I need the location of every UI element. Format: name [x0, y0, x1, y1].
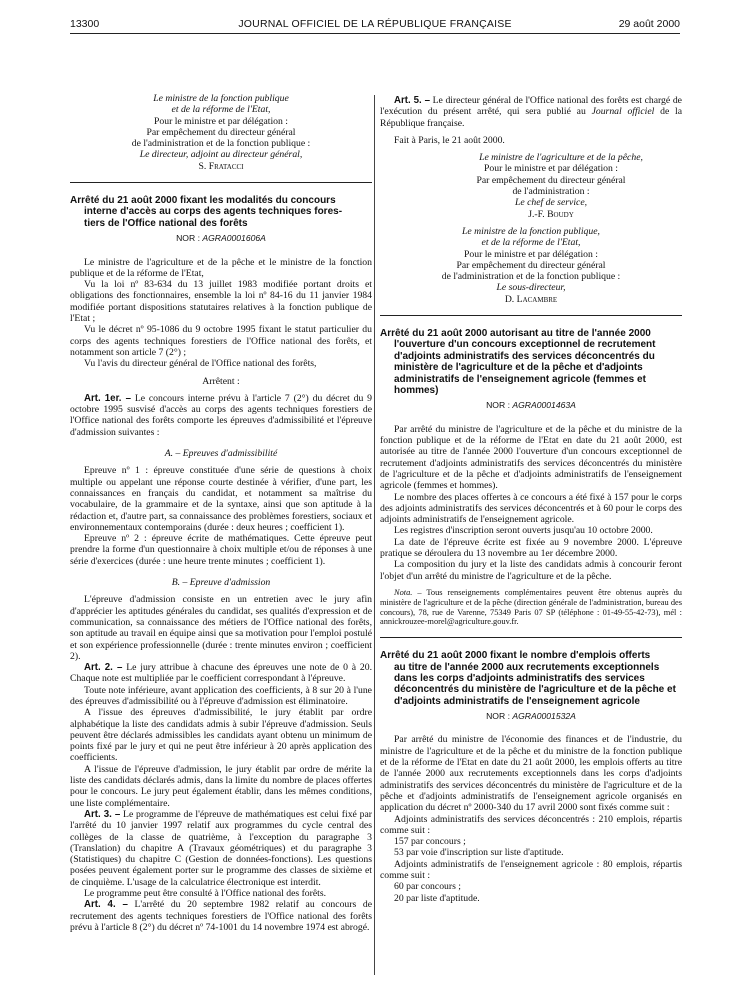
sig-line: Pour le ministre et par délégation : — [484, 163, 618, 175]
article-text: Le programme de l'épreuve de mathématiques est celui fixé par l'arrêté du 10 janvier 1997 relatif aux programmes du cycle central des collèges de la classe de quatrième, à l'exception du paragraphe 3 (Translation) du chapitre A (Travaux géométriques) et du paragraphe 3 (Statistiques) du chapitre C (Gestion de données-fonctions). Les questions posées peuvent également porter sur le programme des classes de sixième et de cinquième. L'usage de la calculatrice électronique est interdit. — [70, 808, 372, 888]
page-number: 13300 — [70, 18, 100, 30]
signature-block-2 — [380, 152, 682, 220]
article-text: de la République française. — [380, 106, 682, 129]
column-divider — [374, 95, 375, 975]
title-line: tiers de l'Office national des forêts — [84, 217, 248, 229]
sig-line: de l'administration : — [512, 186, 590, 198]
nor-label: NOR : — [486, 711, 510, 722]
title-line: Arrêté du 21 août 2000 fixant le nombre d'emplois offerts — [380, 650, 651, 662]
nor-label: NOR : — [486, 400, 510, 411]
article-label: Art. 2. – — [84, 662, 123, 674]
nota — [380, 588, 682, 627]
paragraph: 60 par concours ; — [394, 881, 461, 893]
sig-name: S. Fratacci — [198, 160, 244, 172]
issue-date: 29 août 2000 — [618, 18, 680, 30]
sig-line: Pour le ministre et par délégation : — [464, 248, 598, 260]
nor-reference — [380, 711, 682, 722]
article-label: Art. 1er. – — [84, 392, 131, 404]
paragraph: Adjoints administratifs de l'enseignement agricole : 80 emplois, répartis comme suit : — [380, 858, 682, 882]
sig-line: Le sous-directeur, — [496, 282, 566, 294]
fait-a-paris: Fait à Paris, le 21 août 2000. — [394, 134, 505, 146]
article-label: Art. 5. – — [394, 95, 430, 106]
title-line: Arrêté du 21 août 2000 fixant les modalités du concours — [70, 195, 336, 207]
section-separator — [380, 315, 682, 316]
title-line: l'ouverture d'un concours exceptionnel de recrutement d'adjoints administratifs des services déconcentrés du ministère de l'agriculture et de la pêche et d'adjoints administratifs de l'enseignement agricole (femmes et hommes) — [394, 339, 656, 397]
paragraph: Le ministre de l'agriculture et de la pêche et le ministre de la fonction publique et de la réforme de l'Etat, — [70, 256, 372, 279]
article-1 — [70, 393, 372, 438]
article-text: Le concours interne prévu à l'article 7 (2°) du décret du 9 octobre 1995 susvisé d'accès au corps des agents techniques forestiers de l'Office national des forêts comporte les épreuves d'admissibilité et l'épreuve d'admission suivantes : — [70, 392, 372, 438]
paragraph: L'épreuve d'admission consiste en un entretien avec le jury afin d'apprécier les aptitudes générales du candidat, ses qualités d'expression et de communication, sa connaissance des métiers de l'Office national des forêts, son aptitude au travail en équipe ainsi que sa motivation pour l'emploi postulé et son expérience professionnelle (durée : trente minutes environ ; coefficient 2). — [70, 594, 372, 662]
article-text: Le directeur général de l'Office national des forêts est chargé de l'exécution du présent arrêté, qui sera publié au — [380, 95, 682, 118]
sig-name: J.-F. Boudy — [528, 208, 574, 220]
article-label: Art. 4. – — [84, 899, 128, 911]
paragraph: Epreuve nº 2 : épreuve écrite de mathématiques. Cette épreuve peut prendre la forme d'un questionnaire à choix multiple et/ou de réponses à une série d'exercices (durée : une heure trente minutes ; coefficient 1). — [70, 533, 372, 567]
section-separator — [380, 637, 682, 638]
section-separator — [70, 182, 372, 183]
signature-block-1 — [70, 93, 372, 172]
paragraph: Par arrêté du ministre de l'économie des finances et de l'industrie, du ministre de l'agriculture et de la pêche et du ministre de la fonction publique et de la réforme de l'Etat en date du 21 août 2000, les emplois offerts au titre de l'année 2000 aux recrutements exceptionnels dans les corps d'adjoints administratifs des services déconcentrés du ministère de l'agriculture et de la pêche et d'adjoints administratifs de l'enseignement agricole organisés en application du décret nº 2000-340 du 17 avril 2000 sont fixés comme suit : — [380, 734, 682, 814]
sig-line: Le ministre de l'agriculture et de la pêche, — [479, 152, 643, 164]
article-label: Art. 3. – — [84, 808, 121, 820]
sig-line: Par empêchement du directeur général — [146, 126, 296, 138]
nor-reference — [380, 400, 682, 411]
paragraph: 20 par liste d'aptitude. — [394, 892, 480, 904]
nor-code: AGRA0001606A — [202, 233, 266, 244]
article-2 — [70, 662, 372, 685]
paragraph: Vu le décret nº 95-1086 du 9 octobre 1995 fixant le statut particulier du corps des agents techniques forestiers de l'Office national des forêts, et notamment son article 7 (2°) ; — [70, 324, 372, 358]
article-3 — [70, 809, 372, 888]
paragraph: Le programme peut être consulté à l'Office national des forêts. — [84, 888, 327, 900]
paragraph: A l'issue de l'épreuve d'admission, le jury établit par ordre de mérite la liste des candidats déclarés admis, dans la limite du nombre de places offertes pour le concours. Le jury peut également établir, dans les mêmes conditions, une liste complémentaire. — [70, 763, 372, 809]
sig-line: de l'administration et de la fonction publique : — [441, 271, 621, 283]
paragraph: Adjoints administratifs des services déconcentrés : 210 emplois, répartis comme suit : — [380, 813, 682, 836]
arretent: Arrêtent : — [202, 375, 240, 387]
paragraph: La date de l'épreuve écrite est fixée au 9 novembre 2000. L'épreuve pratique se déroulera du 13 novembre au 1er décembre 2000. — [380, 536, 682, 560]
arrete-title — [70, 195, 372, 229]
paragraph: A l'issue des épreuves d'admissibilité, le jury établit par ordre alphabétique la liste des candidats admis à subir l'épreuve d'admission. Seuls peuvent être déclarés admissibles les candidats ayant obtenu un minimum de points fixé par le jury et qui ne peut être inférieur à 20 après application des coefficients. — [70, 707, 372, 764]
title-line: au titre de l'année 2000 aux recrutements exceptionnels dans les corps d'adjoints administratifs des services déconcentrés du ministère de l'agriculture et de la pêche et d'adjoints administratifs de l'enseignement agricole — [394, 661, 676, 707]
sig-name: D. Lacambre — [504, 293, 558, 305]
sig-line: de l'administration et de la fonction publique : — [131, 138, 311, 150]
paragraph: La composition du jury et la liste des candidats admis à concourir feront l'objet d'un arrêté du ministre de l'agriculture et de la pêche. — [380, 559, 682, 582]
nota-label: Nota. — [394, 587, 413, 597]
journal-ref: Journal officiel — [591, 106, 655, 118]
sig-line: et de la réforme de l'Etat, — [171, 104, 271, 116]
paragraph: Epreuve nº 1 : épreuve constituée d'une série de questions à choix multiple ou appelant une réponse courte destinée à vérifier, d'une part, les connaissances en français du candidat, et notamment sa maîtrise du vocabulaire, de la grammaire et de la syntaxe, ainsi que son aptitude à la rédaction et, d'autre part, sa connaissance des problèmes forestiers, sociaux et environnementaux contemporains (durée : deux heures ; coefficient 1). — [70, 465, 372, 533]
header-rule — [70, 33, 680, 34]
paragraph: Le nombre des places offertes à ce concours a été fixé à 157 pour le corps des adjoints administratifs des services déconcentrés et à 60 pour le corps des adjoints administratifs de l'enseignement agricole. — [380, 491, 682, 526]
signature-block-3 — [380, 226, 682, 305]
page-header — [70, 18, 680, 32]
paragraph: 53 par voie d'inscription sur liste d'aptitude. — [394, 847, 564, 859]
sig-line: et de la réforme de l'Etat, — [481, 237, 581, 249]
right-column — [380, 95, 682, 904]
arrete-title — [380, 328, 682, 396]
sig-line: Le directeur, adjoint au directeur général, — [139, 149, 303, 161]
paragraph: 157 par concours ; — [394, 836, 466, 848]
sig-line: Par empêchement du directeur général — [476, 174, 626, 186]
sig-line: Le ministre de la fonction publique — [153, 93, 289, 104]
arrete-title — [380, 650, 682, 707]
sig-line: Le ministre de la fonction publique, — [462, 225, 600, 237]
paragraph: Vu l'avis du directeur général de l'Office national des forêts, — [84, 358, 317, 370]
title-line: interne d'accès au corps des agents techniques fores- — [84, 206, 343, 218]
paragraph: Vu la loi nº 83-634 du 13 juillet 1983 modifiée portant droits et obligations des fonctionnaires, ensemble la loi nº 84-16 du 11 janvier 1984 modifiée portant dispositions statutaires relatives à la fonction publique de l'Etat ; — [70, 279, 372, 325]
nor-reference — [70, 233, 372, 244]
article-5 — [380, 95, 682, 129]
nor-code: AGRA0001532A — [512, 711, 576, 722]
sig-line: Pour le ministre et par délégation : — [154, 115, 288, 127]
left-column — [70, 93, 372, 933]
title-line: Arrêté du 21 août 2000 autorisant au titre de l'année 2000 — [380, 328, 651, 340]
paragraph: Toute note inférieure, avant application des coefficients, à 8 sur 20 à l'une des épreuves d'admissibilité ou à l'épreuve d'admission est éliminatoire. — [70, 684, 372, 707]
paragraph: Les registres d'inscription seront ouverts jusqu'au 10 octobre 2000. — [394, 525, 653, 537]
nor-code: AGRA0001463A — [512, 400, 576, 411]
article-text: Le jury attribue à chacune des épreuves une note de 0 à 20. Chaque note est multipliée par le coefficient correspondant à l'épreuve. — [70, 662, 373, 685]
section-title-b: B. – Epreuve d'admission — [171, 577, 271, 589]
section-title-a: A. – Epreuves d'admissibilité — [164, 448, 278, 460]
paragraph: Par arrêté du ministre de l'agriculture et de la pêche et du ministre de la fonction publique et de la réforme de l'Etat en date du 21 août 2000, est autorisée au titre de l'année 2000 l'ouverture d'un concours exceptionnel de recrutement d'adjoints administratifs des services déconcentrés du ministère de l'agriculture et de la pêche et d'adjoints administratifs de l'enseignement agricole (femmes et hommes). — [380, 423, 682, 492]
sig-line: Le chef de service, — [514, 197, 588, 209]
sig-line: Par empêchement du directeur général — [456, 259, 606, 271]
article-4 — [70, 899, 372, 933]
nor-label: NOR : — [176, 233, 200, 244]
article-text: L'arrêté du 20 septembre 1982 relatif au concours de recrutement des agents techniques forestiers de l'Office national des forêts prévu à l'article 8 (2°) du décret nº 74-1001 du 14 novembre 1974 est abrogé. — [70, 899, 372, 933]
journal-title: JOURNAL OFFICIEL DE LA RÉPUBLIQUE FRANÇAISE — [238, 18, 512, 30]
nota-text: – Tous renseignements complémentaires peuvent être obtenus auprès du ministère de l'agriculture et de la pêche (direction générale de l'administration, bureau des concours), 78, rue de Varenne, 75349 Paris 07 SP (téléphone : 01-49-55-42-73), mél : annickrouzee-morel@agriculture.gouv.fr. — [380, 587, 682, 627]
